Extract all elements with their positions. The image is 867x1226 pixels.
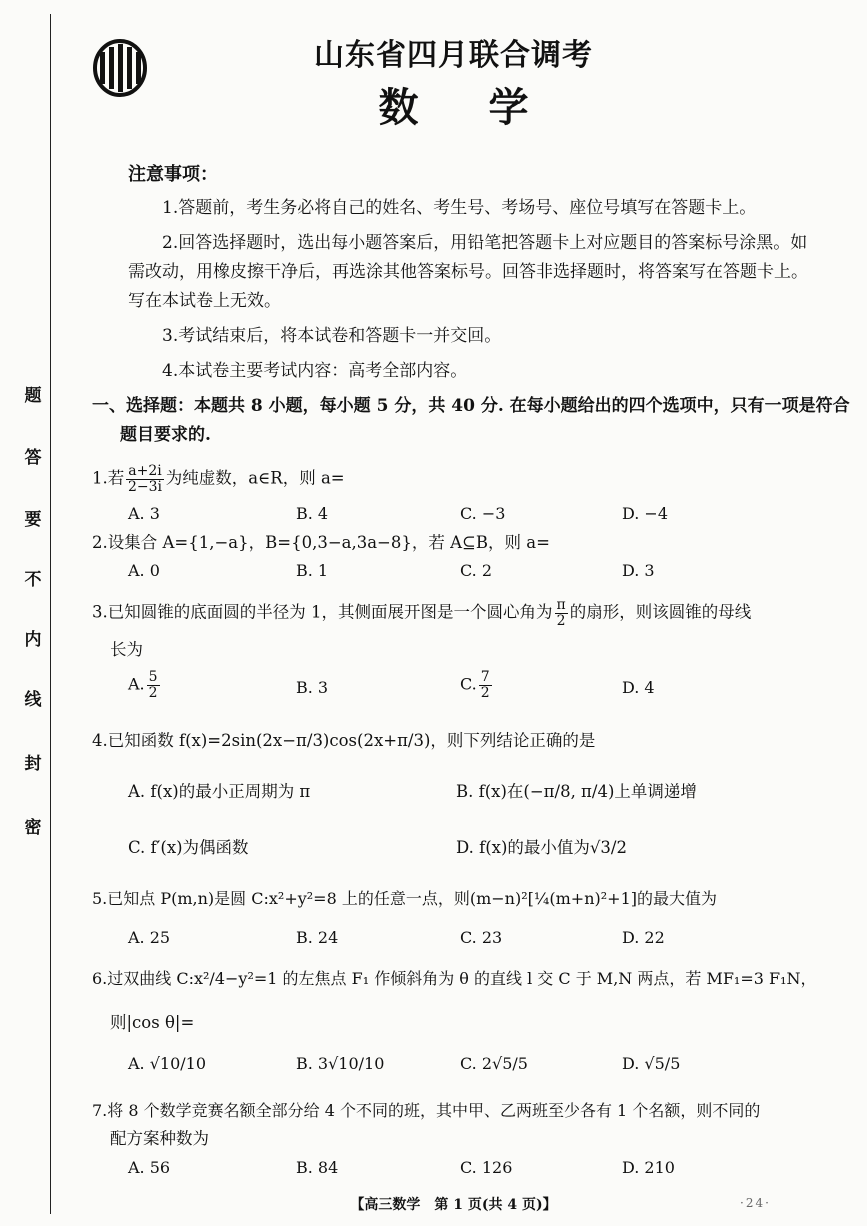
note-item: 4.本试卷主要考试内容：高考全部内容。 xyxy=(162,361,468,381)
question-text-line2: 则|cos θ|= xyxy=(110,1013,195,1032)
fraction-denominator: 2 xyxy=(148,684,158,701)
option-c[interactable]: C. 23 xyxy=(460,928,503,947)
fraction-denominator: 2−3i xyxy=(127,478,162,495)
question-7: 7.将 8 个数学竞赛名额全部分给 4 个不同的班，其中甲、乙两班至少各有 1 个名额，则不同的 xyxy=(92,1101,761,1120)
notes-heading: 注意事项： xyxy=(128,164,218,185)
margin-label: 答 xyxy=(24,448,42,468)
fraction-numerator: π xyxy=(556,597,566,613)
fraction-numerator: 7 xyxy=(480,669,490,685)
question-3 xyxy=(92,598,852,628)
margin-label: 线 xyxy=(24,690,42,710)
fraction xyxy=(479,670,492,700)
option-a[interactable]: A. f(x)的最小正周期为 π xyxy=(128,782,311,801)
option-b[interactable]: B. 84 xyxy=(296,1158,339,1177)
margin-label: 要 xyxy=(24,510,42,530)
margin-label: 题 xyxy=(24,386,42,406)
note-item: 2.回答选择题时，选出每小题答案后，用铅笔把答题卡上对应题目的答案标号涂黑。如需改动，用橡皮擦干净后，再选涂其他答案标号。回答非选择题时，将答案写在答题卡上。写在本试卷上无效。 xyxy=(128,233,808,311)
question-text-line2: 长为 xyxy=(110,640,143,659)
options-row xyxy=(128,561,848,585)
option-d[interactable]: D. √5/5 xyxy=(622,1054,681,1073)
options-row xyxy=(128,928,848,952)
margin-label: 封 xyxy=(24,754,42,774)
option-d[interactable]: D. 3 xyxy=(622,561,655,580)
question-2: 2.设集合 A={1,−a}，B={0,3−a,3a−8}，若 A⊆B，则 a= xyxy=(92,533,550,552)
option-b[interactable]: B. 24 xyxy=(296,928,339,947)
note-item: 3.考试结束后，将本试卷和答题卡一并交回。 xyxy=(162,326,502,346)
exam-code: ·24· xyxy=(740,1196,771,1210)
options-row xyxy=(128,504,848,528)
question-4: 4.已知函数 f(x)=2sin(2x−π/3)cos(2x+π/3)，则下列结论正确的是 xyxy=(92,731,596,750)
margin-label: 内 xyxy=(24,630,42,650)
options-row xyxy=(128,1158,848,1182)
question-text: 1.若 xyxy=(92,468,125,488)
fraction xyxy=(147,670,160,700)
option-a[interactable] xyxy=(128,670,162,700)
option-c[interactable]: C. 126 xyxy=(460,1158,513,1177)
binding-line xyxy=(50,14,51,1214)
question-text: 3.已知圆锥的底面圆的半径为 1，其侧面展开图是一个圆心角为 xyxy=(92,602,553,622)
question-text-line2: 配方案种数为 xyxy=(110,1129,209,1148)
subject-title: 数学 xyxy=(378,84,599,131)
option-d[interactable]: D. −4 xyxy=(622,504,669,523)
option-a[interactable]: A. 56 xyxy=(128,1158,171,1177)
option-b[interactable]: B. 1 xyxy=(296,561,329,580)
fraction-numerator: a+2i xyxy=(128,463,162,479)
question-5: 5.已知点 P(m,n)是圆 C:x²+y²=8 上的任意一点，则(m−n)²[¼(m+n)²+1]的最大值为 xyxy=(92,889,717,908)
option-d[interactable]: D. f(x)的最小值为√3/2 xyxy=(456,838,627,857)
note-item: 1.答题前，考生务必将自己的姓名、考生号、考场号、座位号填写在答题卡上。 xyxy=(162,198,757,218)
option-a[interactable]: A. 0 xyxy=(128,561,160,580)
question-text: 为纯虚数，a∈R，则 a= xyxy=(165,468,345,488)
question-6: 6.过双曲线 C:x²/4−y²=1 的左焦点 F₁ 作倾斜角为 θ 的直线 l 交 C 于 M,N 两点，若 MF₁=3 F₁N， xyxy=(92,969,817,988)
option-letter: A. xyxy=(128,674,145,694)
fraction-numerator: 5 xyxy=(148,669,158,685)
exam-title: 山东省四月联合调考 xyxy=(314,38,593,73)
option-a[interactable]: A. 25 xyxy=(128,928,171,947)
option-d[interactable]: D. 210 xyxy=(622,1158,675,1177)
section-heading xyxy=(92,392,852,450)
fraction-denominator: 2 xyxy=(480,684,490,701)
option-a[interactable]: A. √10/10 xyxy=(128,1054,207,1073)
option-b[interactable]: B. 3√10/10 xyxy=(296,1054,385,1073)
options-row xyxy=(128,1054,848,1078)
margin-label: 不 xyxy=(24,570,42,590)
option-c[interactable] xyxy=(460,670,494,700)
option-a[interactable]: A. 3 xyxy=(128,504,160,523)
option-b[interactable]: B. f(x)在(−π/8, π/4)上单调递增 xyxy=(456,782,697,801)
options-row xyxy=(128,670,848,710)
fraction xyxy=(555,598,568,628)
section-heading-line: 一、选择题：本题共 8 小题，每小题 5 分，共 40 分. 在每小题给出的四个选项中，只有一项是符合 xyxy=(92,396,850,416)
option-b[interactable]: B. 4 xyxy=(296,504,329,523)
option-c[interactable]: C. 2√5/5 xyxy=(460,1054,528,1073)
option-d[interactable]: D. 4 xyxy=(622,678,655,697)
fraction xyxy=(126,464,163,494)
section-heading-line: 题目要求的. xyxy=(120,425,211,445)
option-c[interactable]: C. 2 xyxy=(460,561,493,580)
question-text: 的扇形，则该圆锥的母线 xyxy=(569,602,752,622)
option-d[interactable]: D. 22 xyxy=(622,928,665,947)
margin-label: 密 xyxy=(24,818,42,838)
option-c[interactable]: C. f′(x)为偶函数 xyxy=(128,838,249,857)
option-c[interactable]: C. −3 xyxy=(460,504,506,523)
option-letter: C. xyxy=(460,674,477,694)
notes-block xyxy=(128,160,818,392)
option-b[interactable]: B. 3 xyxy=(296,678,329,697)
fraction-denominator: 2 xyxy=(556,612,566,629)
question-1 xyxy=(92,464,852,494)
page-footer: 【高三数学 第 1 页(共 4 页)】 xyxy=(350,1197,557,1213)
